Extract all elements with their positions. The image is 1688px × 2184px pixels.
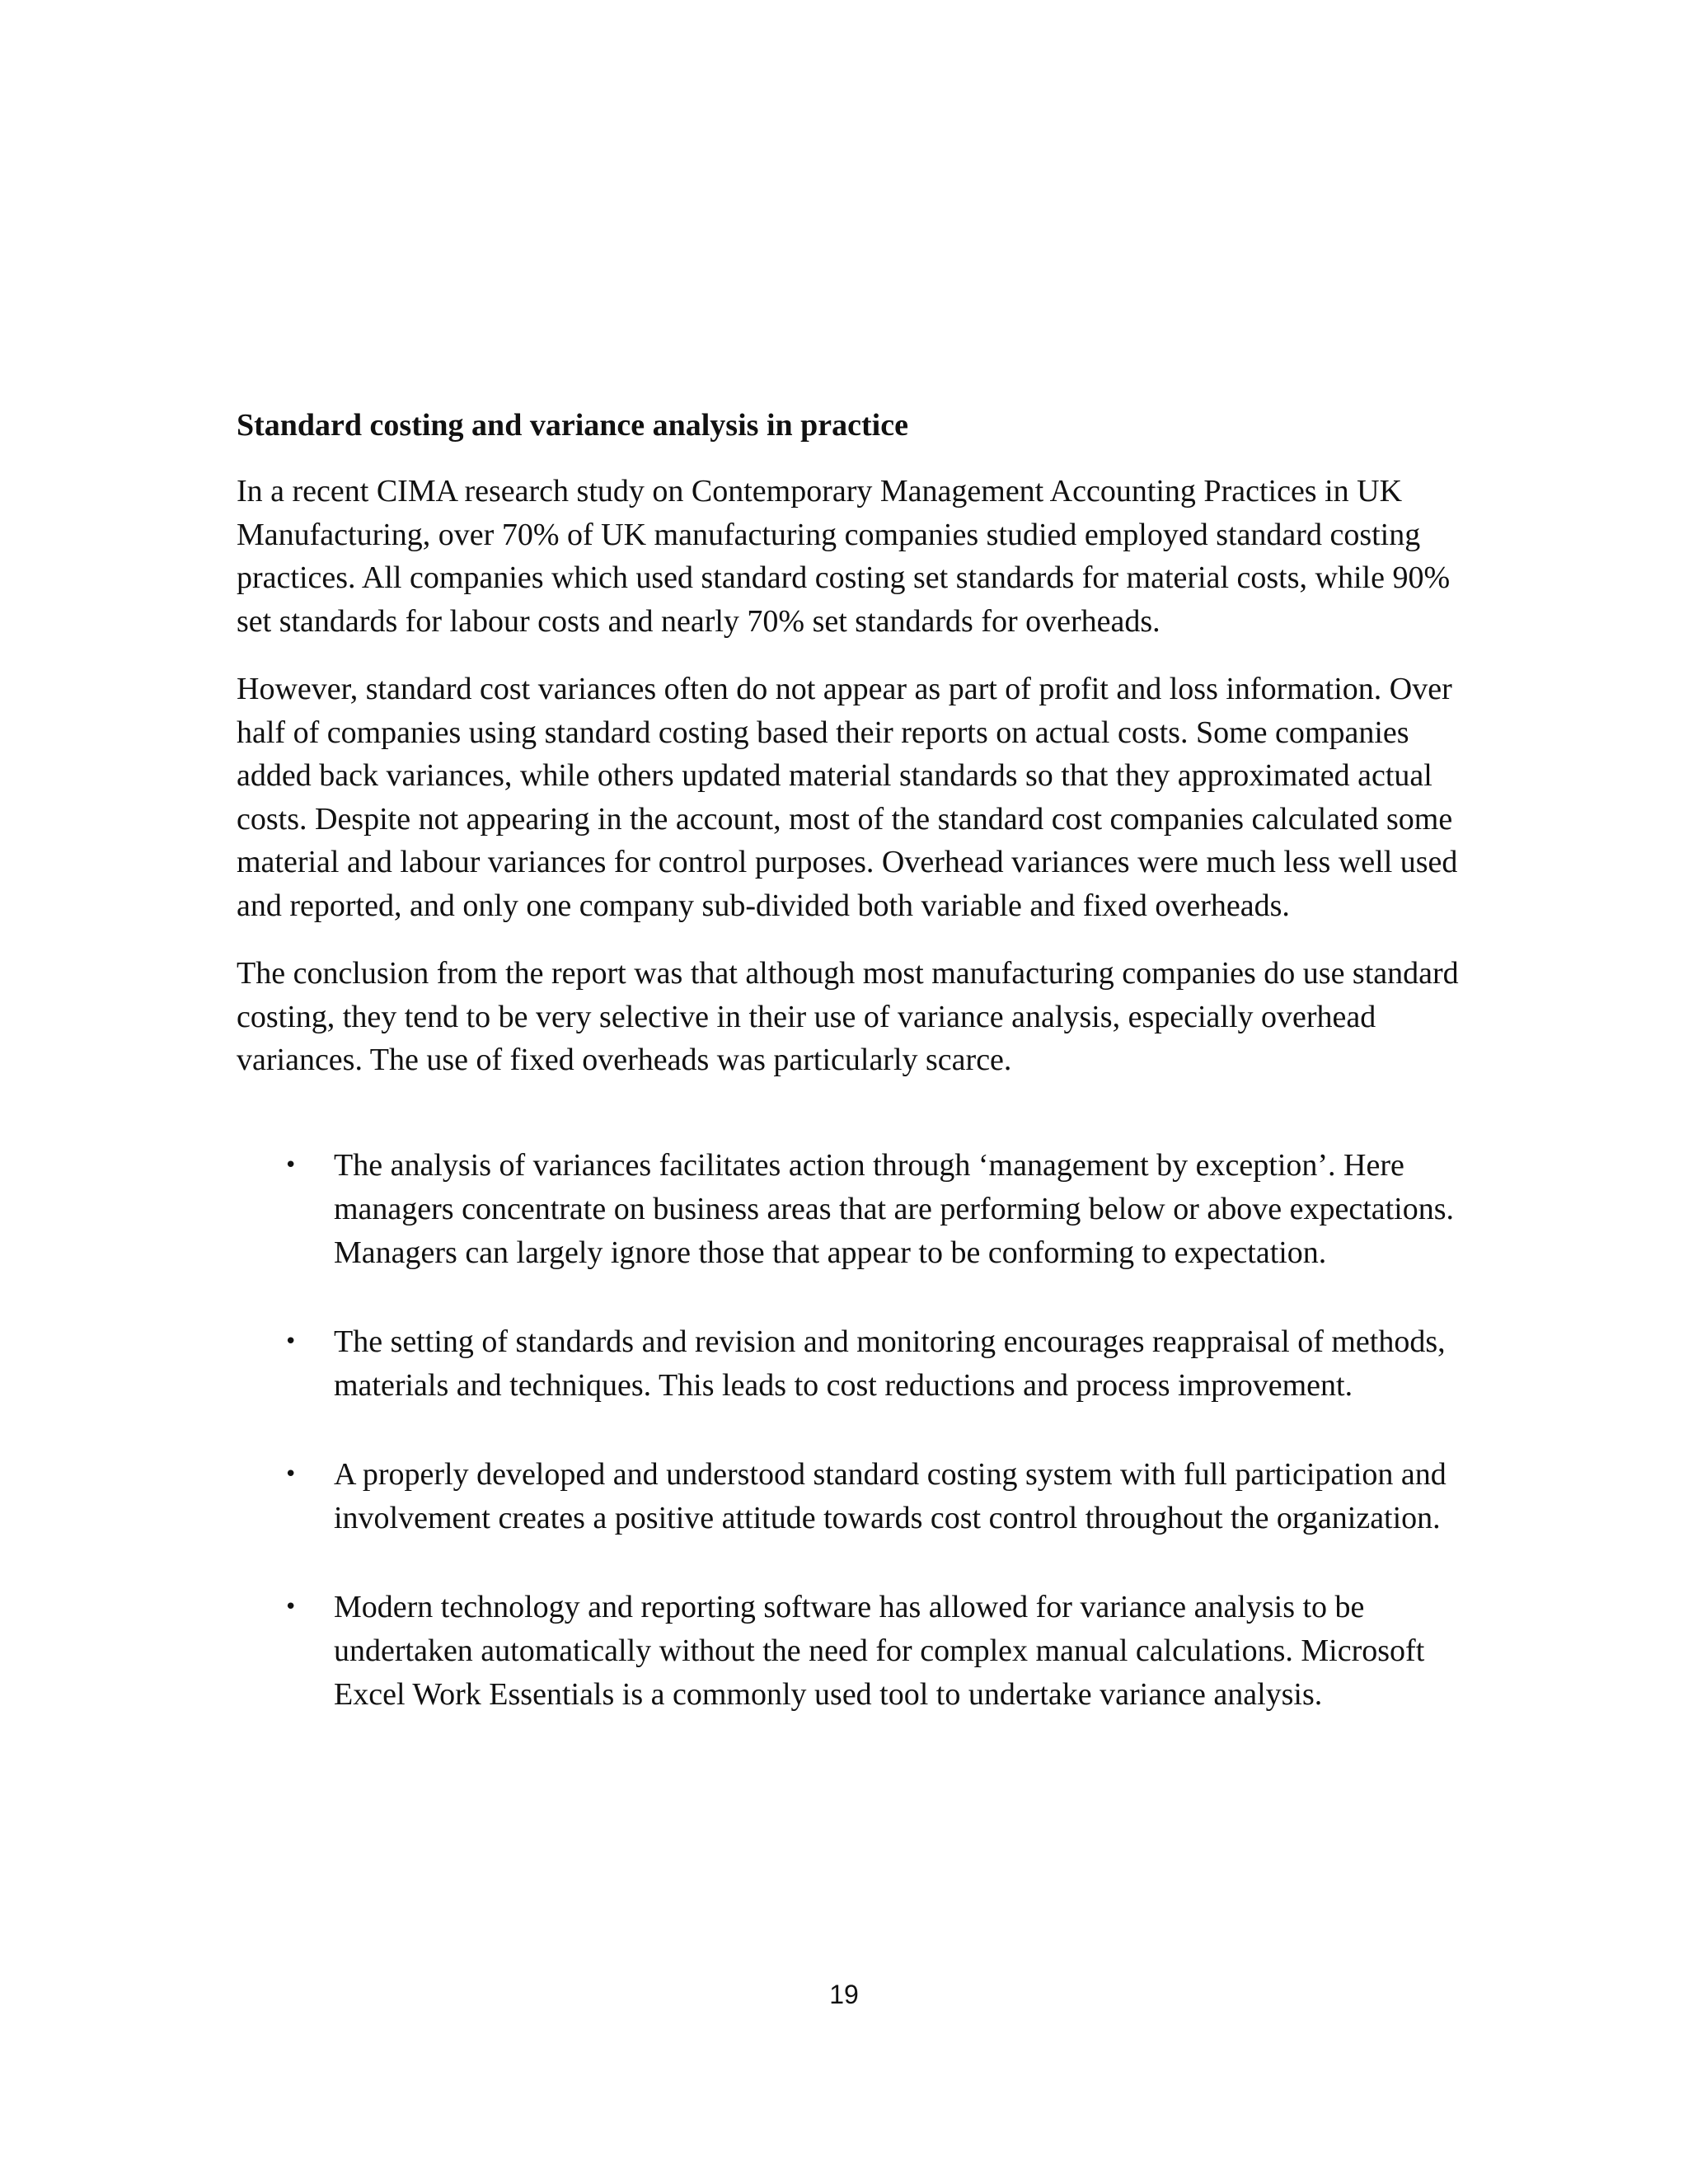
bullet-text: A properly developed and understood standard costing system with full participation and involvement creates a positive attitude towards cost control throughout the organization. <box>334 1456 1447 1535</box>
section-heading: Standard costing and variance analysis in practice <box>237 408 908 443</box>
bullet-icon: • <box>284 1461 298 1487</box>
page-number: 19 <box>829 1980 859 2009</box>
bullet-icon: • <box>284 1152 298 1178</box>
paragraph-variances: However, standard cost variances often do not appear as part of profit and loss information. Over half of companies using standard costing based their reports on actual costs. Some companies added back variances, while others updated material standards so that they approximated actual costs. Despite not appearing in the account, most of the standard cost companies calculated some material and labour variances for control purposes. Overhead variances were much less well used and reported, and only one company sub-divided both variable and fixed overheads. <box>237 672 1458 923</box>
bullet-text: The analysis of variances facilitates action through ‘management by exception’. Here managers concentrate on business areas that are performing below or above expectations. Managers can largely ignore those that appear to be conforming to expectation. <box>334 1147 1455 1270</box>
bullet-text: Modern technology and reporting software has allowed for variance analysis to be undertaken automatically without the need for complex manual calculations. Microsoft Excel Work Essentials is a commonly used tool to undertake variance analysis. <box>334 1589 1425 1712</box>
bullet-text: The setting of standards and revision and monitoring encourages reappraisal of methods, materials and techniques. This leads to cost reductions and process improvement. <box>334 1324 1446 1403</box>
bullet-item <box>237 1453 1489 1540</box>
bullet-icon: • <box>284 1329 298 1354</box>
paragraph-conclusion: The conclusion from the report was that although most manufacturing companies do use standard costing, they tend to be very selective in their use of variance analysis, especially overhead variances. The use of fixed overheads was particularly scarce. <box>237 956 1459 1077</box>
page-content <box>237 404 1489 1762</box>
bullet-item <box>237 1586 1489 1717</box>
bullet-item <box>237 1144 1489 1275</box>
bullet-item <box>237 1320 1489 1408</box>
benefits-bullet-list <box>237 1144 1489 1717</box>
bullet-icon: • <box>284 1594 298 1619</box>
paragraph-intro: In a recent CIMA research study on Contemporary Management Accounting Practices in UK Manufacturing, over 70% of UK manufacturing companies studied employed standard costing practices. All companies which used standard costing set standards for material costs, while 90% set standards for labour costs and nearly 70% set standards for overheads. <box>237 474 1451 639</box>
